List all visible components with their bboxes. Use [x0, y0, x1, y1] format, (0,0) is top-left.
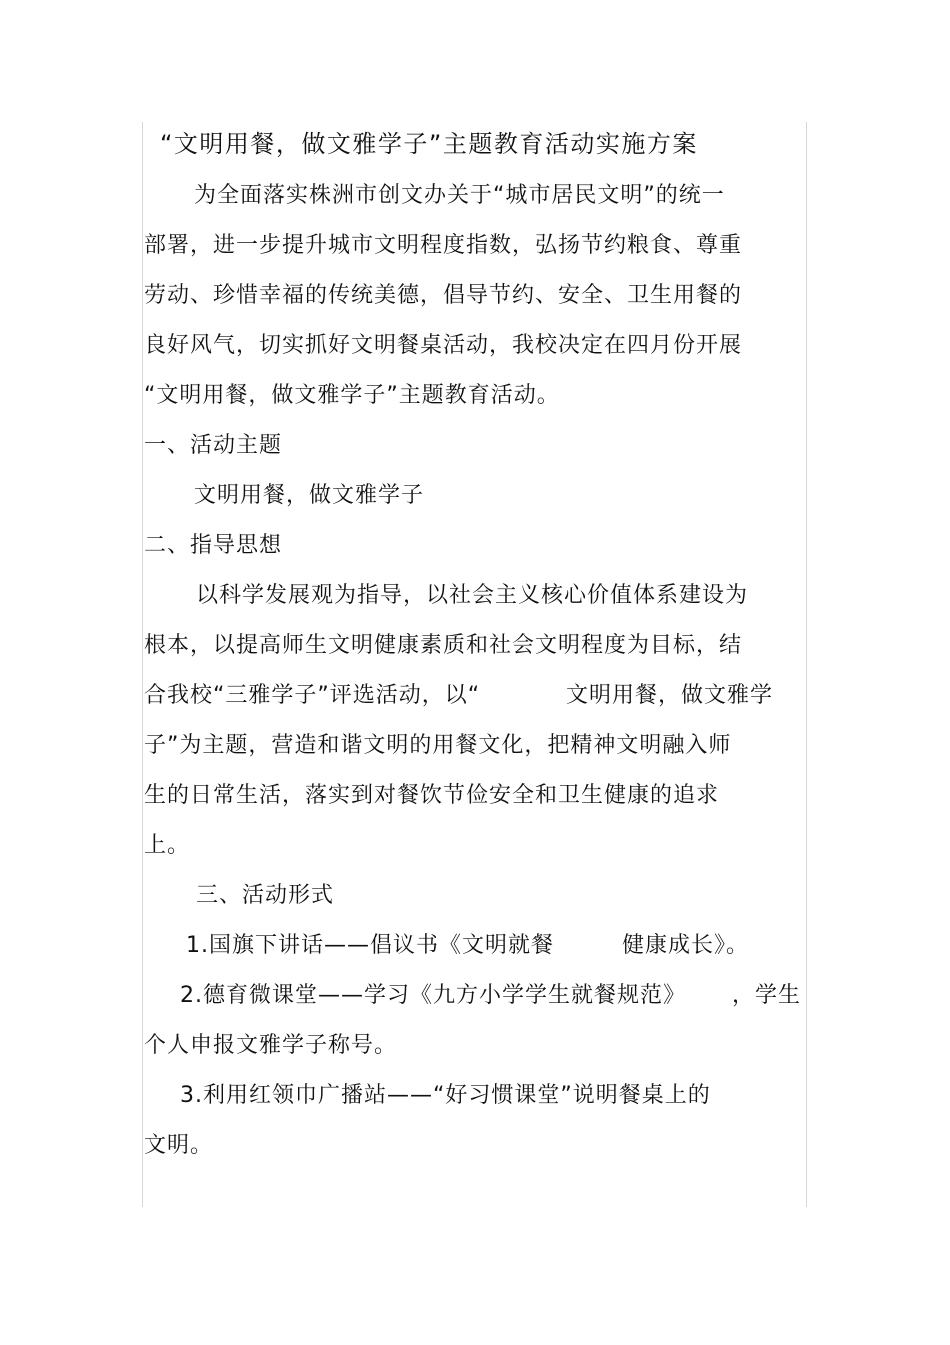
section-heading: 二、指导思想	[144, 533, 283, 558]
section-body: 文明用餐，做文雅学子	[194, 483, 425, 508]
section-body-line: 以科学发展观为指导，以社会主义核心价值体系建设为	[196, 583, 749, 608]
section-body-line: 文明用餐，做文雅学	[566, 683, 774, 708]
list-item: 2.德育微课堂——学习《九方小学学生就餐规范》	[180, 983, 686, 1008]
section-body-line: 根本，以提高师生文明健康素质和社会文明程度为目标，结	[144, 633, 743, 658]
list-item: 1.国旗下讲话——倡议书《文明就餐	[186, 933, 554, 958]
intro-line: 为全面落实株洲市创文办关于“城市居民文明”的统一	[194, 183, 725, 208]
list-item: 3.利用红领巾广播站——“好习惯课堂”说明餐桌上的	[180, 1083, 711, 1108]
section-heading: 三、活动形式	[196, 883, 335, 908]
right-margin-rule	[806, 122, 807, 1207]
list-item: ，学生	[732, 983, 802, 1008]
section-heading: 一、活动主题	[144, 433, 283, 458]
list-item: 个人申报文雅学子称号。	[144, 1033, 398, 1058]
section-body-line: 生的日常生活，落实到对餐饮节俭安全和卫生健康的追求	[144, 783, 720, 808]
section-body-line: 上。	[144, 833, 191, 858]
left-margin-rule	[142, 122, 143, 1207]
list-item: 文明。	[144, 1133, 214, 1158]
list-item: 健康成长》。	[622, 933, 750, 958]
intro-line: 良好风气，切实抓好文明餐桌活动，我校决定在四月份开展	[144, 333, 743, 358]
section-body-line: 合我校“三雅学子”评选活动，以“	[144, 683, 481, 708]
intro-line: 劳动、珍惜幸福的传统美德，倡导节约、安全、卫生用餐的	[144, 283, 743, 308]
intro-line: “文明用餐，做文雅学子”主题教育活动。	[144, 383, 560, 408]
section-body-line: 子”为主题，营造和谐文明的用餐文化，把精神文明融入师	[144, 733, 732, 758]
intro-line: 部署，进一步提升城市文明程度指数，弘扬节约粮食、尊重	[144, 233, 743, 258]
document-title: “文明用餐，做文雅学子”主题教育活动实施方案	[160, 130, 698, 158]
